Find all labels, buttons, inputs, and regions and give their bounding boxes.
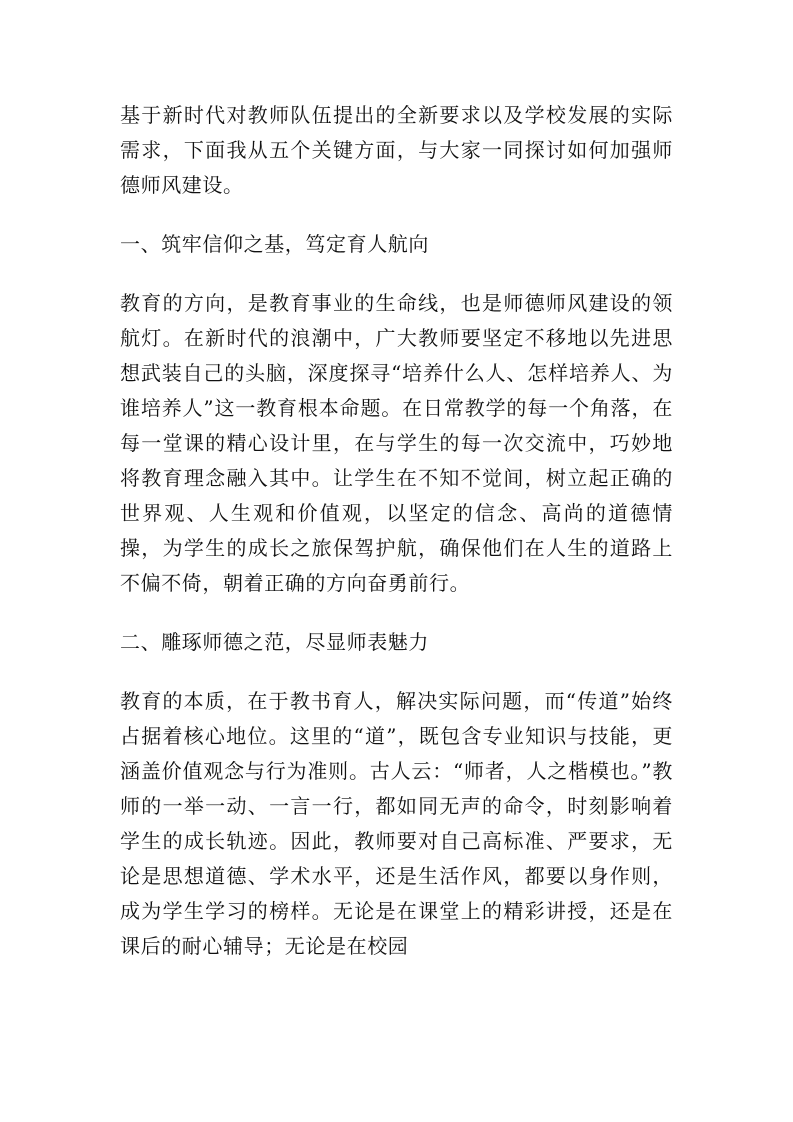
section-1-paragraph: 教育的方向，是教育事业的生命线，也是师德师风建设的领航灯。在新时代的浪潮中，广大教师要坚定不移地以先进思想武装自己的头脑，深度探寻“培养什么人、怎样培养人、为谁培养人”这一教育根本命题。在日常教学的每一个角落，在每一堂课的精心设计里，在与学生的每一次交流中，巧妙地将教育理念融入其中。让学生在不知不觉间，树立起正确的世界观、人生观和价值观，以坚定的信念、高尚的道德情操，为学生的成长之旅保驾护航，确保他们在人生的道路上不偏不倚，朝着正确的方向奋勇前行。: [120, 291, 673, 595]
section-heading-1: 一、筑牢信仰之基，笃定育人航向: [120, 232, 429, 256]
document-body: [120, 98, 673, 988]
section-heading-2: 二、雕琢师德之范，尽显师表魅力: [120, 630, 429, 654]
intro-paragraph: 基于新时代对教师队伍提出的全新要求以及学校发展的实际需求，下面我从五个关键方面，与大家一同探讨如何加强师德师风建设。: [120, 103, 673, 197]
section-2-paragraph: 教育的本质，在于教书育人，解决实际问题，而“传道”始终占据着核心地位。这里的“道”，既包含专业知识与技能，更涵盖价值观念与行为准则。古人云：“师者，人之楷模也。”教师的一举一动、一言一行，都如同无声的命令，时刻影响着学生的成长轨迹。因此，教师要对自己高标准、严要求，无论是思想道德、学术水平，还是生活作风，都要以身作则，成为学生学习的榜样。无论是在课堂上的精彩讲授，还是在课后的耐心辅导；无论是在校园: [120, 689, 673, 958]
